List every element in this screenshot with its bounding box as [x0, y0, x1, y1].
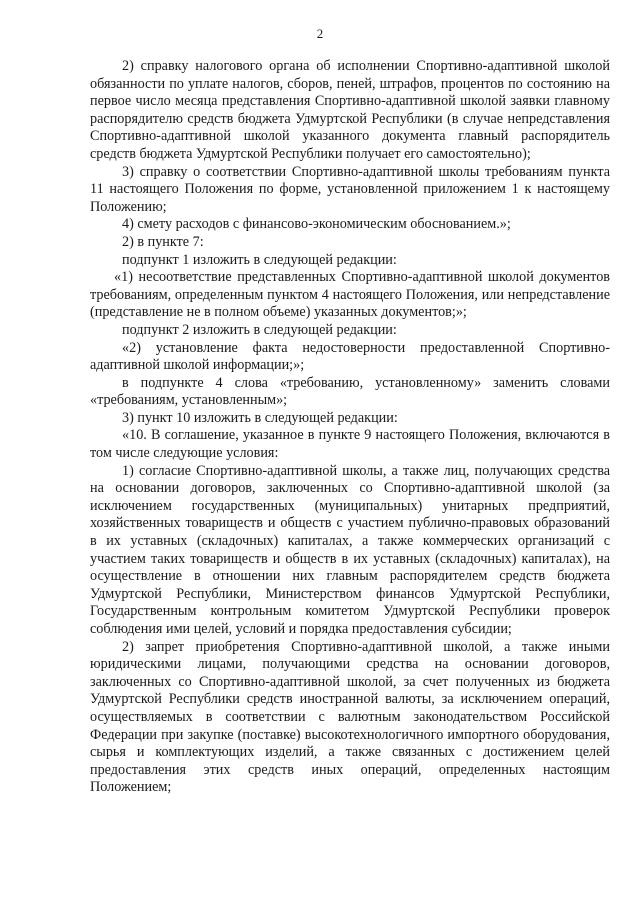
paragraph-subclause-4-change: в подпункте 4 слова «требованию, установленному» заменить словами «требованиям, установленным»;: [90, 374, 610, 409]
paragraph-clause-7-heading: 2) в пункте 7:: [122, 233, 204, 250]
paragraph-compliance-certificate: 3) справку о соответствии Спортивно-адаптивной школы требованиям пункта 11 настоящего Положения по форме, установленной приложением 1 к настоящему Положению;: [90, 163, 610, 215]
paragraph-clause-10-intro: «10. В соглашение, указанное в пункте 9 настоящего Положения, включаются в том числе следующие условия:: [90, 427, 610, 462]
paragraph-clause-10-heading: 3) пункт 10 изложить в следующей редакции:: [122, 409, 398, 426]
document-body: [90, 58, 610, 797]
paragraph-tax-certificate: 2) справку налогового органа об исполнении Спортивно-адаптивной школой обязанности по уплате налогов, сборов, пеней, штрафов, процентов по состоянию на первое число месяца представления Спортивно-адаптивной школой заявки главному распорядителю средств бюджета Удмуртской Республики (в случае непредставления Спортивно-адаптивной школой указанного документа главный распорядитель средств бюджета Удмуртской Республики получает его самостоятельно);: [90, 58, 610, 162]
paragraph-subclause-1-text: «1) несоответствие представленных Спортивно-адаптивной школой документов требованиям, определенным пунктом 4 настоящего Положения, или непредставление (представление не в полном объеме) указанных документов;»;: [90, 269, 610, 321]
page-number: 2: [316, 26, 324, 41]
paragraph-condition-1: 1) согласие Спортивно-адаптивной школы, а также лиц, получающих средства на основании договоров, заключенных со Спортивно-адаптивной школой (за исключением государственных (муниципальных) унитарных предприятий, хозяйственных товариществ и обществ с участием публично-правовых образований в их уставных (складочных) капиталах, а также коммерческих организаций с участием таких товариществ и обществ в их уставных (складочных) капиталах), на осуществление в отношении них главным распорядителем средств бюджета Удмуртской Республики, Министерством финансов Удмуртской Республики, Государственным контрольным комитетом Удмуртской Республики проверок соблюдения ими целей, условий и порядка предоставления субсидии;: [90, 462, 610, 637]
paragraph-subclause-2-text: «2) установление факта недостоверности предоставленной Спортивно-адаптивной школой информации;»;: [90, 339, 610, 374]
paragraph-subclause-2-intro: подпункт 2 изложить в следующей редакции:: [122, 321, 397, 338]
paragraph-condition-2: 2) запрет приобретения Спортивно-адаптивной школой, а также иными юридическими лицами, получающими средства на основании договоров, заключенных со Спортивно-адаптивной школой, за счет полученных из бюджета Удмуртской Республики средств иностранной валюты, за исключением операций, осуществляемых в соответствии с валютным законодательством Российской Федерации при закупке (поставке) высокотехнологичного импортного оборудования, сырья и комплектующих изделий, а также связанных с достижением целей предоставления этих средств иных операций, определенных настоящим Положением;: [90, 638, 610, 796]
paragraph-subclause-1-intro: подпункт 1 изложить в следующей редакции:: [122, 251, 397, 268]
paragraph-cost-estimate: 4) смету расходов с финансово-экономическим обоснованием.»;: [122, 216, 511, 233]
